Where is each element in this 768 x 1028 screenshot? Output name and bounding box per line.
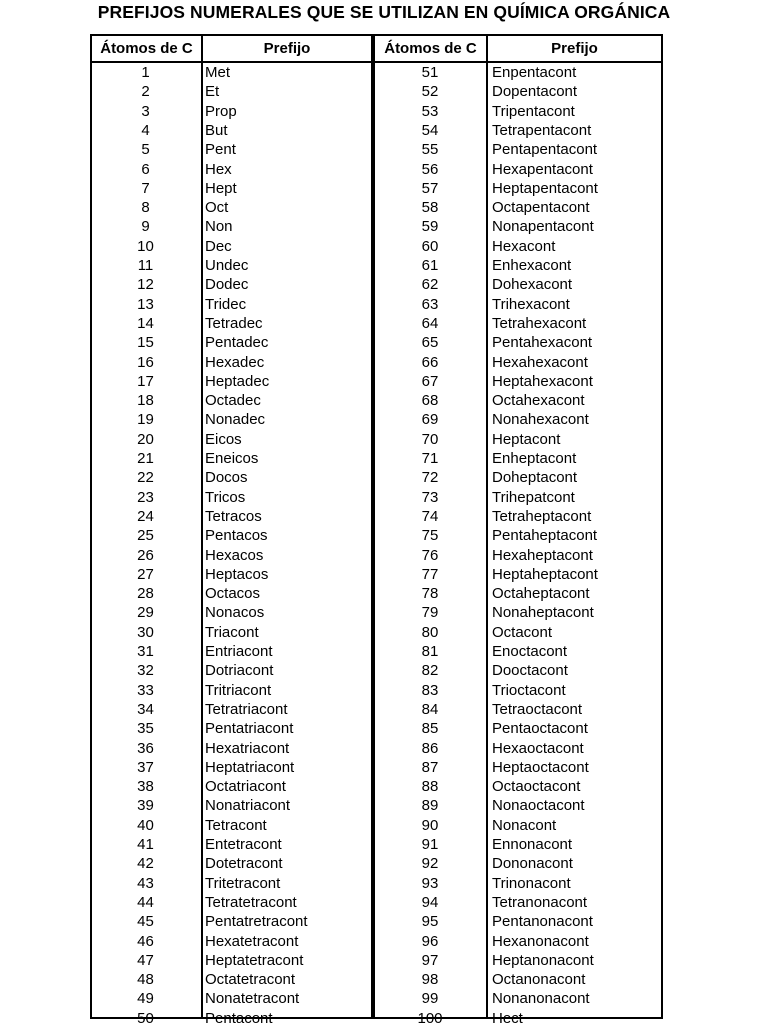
atom-count-left: 25 xyxy=(137,527,154,545)
table-row xyxy=(92,989,661,1008)
prefix-right: Pentaoctacont xyxy=(492,720,588,738)
table-row xyxy=(92,816,661,835)
atom-count-right: 92 xyxy=(421,855,439,873)
atom-count-left: 16 xyxy=(137,353,154,371)
prefix-left: Tetratriacont xyxy=(205,700,288,718)
atom-count-right: 61 xyxy=(421,257,439,274)
atom-count-left: 50 xyxy=(137,1009,154,1027)
prefix-right: Octaoctacont xyxy=(492,778,581,796)
table-row xyxy=(92,82,661,101)
table-row xyxy=(92,333,661,352)
atom-count-right: 99 xyxy=(421,990,439,1008)
atom-count-left: 33 xyxy=(137,681,154,699)
prefix-right: Tetrahexacont xyxy=(492,314,587,332)
atom-count-right: 90 xyxy=(421,816,439,834)
table-row xyxy=(92,758,661,777)
prefix-left: Nonatetracont xyxy=(205,990,300,1008)
prefix-left: Dotetracont xyxy=(205,855,283,873)
atom-count-left: 7 xyxy=(141,179,150,197)
atom-count-left: 41 xyxy=(137,836,154,853)
prefix-right: Enhexacont xyxy=(492,257,572,274)
prefix-right: Nonacont xyxy=(492,816,557,834)
header-atoms-left: Átomos de C xyxy=(100,40,193,57)
atom-count-right: 67 xyxy=(421,372,439,390)
header-atoms-right: Átomos de C xyxy=(384,40,477,57)
prefix-right: Ennonacont xyxy=(492,836,573,853)
atom-count-right: 71 xyxy=(421,450,439,467)
atom-count-right: 89 xyxy=(421,797,439,815)
atom-count-right: 75 xyxy=(421,527,439,545)
table-row xyxy=(92,796,661,815)
prefix-right: Tetranonacont xyxy=(492,893,588,911)
prefix-right: Trihepatcont xyxy=(492,488,575,506)
table-row xyxy=(92,217,661,236)
atom-count-left: 24 xyxy=(137,507,154,525)
table-row xyxy=(92,353,661,372)
prefix-left: Nonacos xyxy=(205,604,265,622)
table-row xyxy=(92,893,661,912)
table-row xyxy=(92,603,661,622)
prefix-left: Dec xyxy=(205,237,232,255)
table-row xyxy=(92,295,661,314)
atom-count-left: 1 xyxy=(141,64,150,81)
table-row xyxy=(92,160,661,179)
table-row xyxy=(92,719,661,738)
table-row xyxy=(92,430,661,449)
atom-count-left: 21 xyxy=(137,450,154,467)
prefix-left: Tetracont xyxy=(205,816,267,834)
prefix-left: Octatriacont xyxy=(205,778,286,796)
prefix-right: Heptanonacont xyxy=(492,951,594,969)
prefix-left: Oct xyxy=(205,199,229,217)
atom-count-left: 37 xyxy=(137,758,154,776)
table-row xyxy=(92,237,661,256)
prefix-right: Hexacont xyxy=(492,237,556,255)
table-row xyxy=(92,565,661,584)
prefix-right: Hect xyxy=(492,1009,523,1027)
table-row xyxy=(92,488,661,507)
prefix-left: Hexacos xyxy=(205,546,264,564)
atom-count-left: 4 xyxy=(141,121,150,139)
atom-count-left: 46 xyxy=(137,932,154,950)
atom-count-left: 12 xyxy=(137,276,154,294)
atom-count-right: 80 xyxy=(421,623,439,641)
prefix-right: Heptacont xyxy=(492,430,561,448)
prefix-left: Undec xyxy=(205,257,249,274)
prefix-right: Octahexacont xyxy=(492,392,585,410)
prefix-right: Pentaheptacont xyxy=(492,527,598,545)
atom-count-left: 38 xyxy=(137,778,154,796)
table-row xyxy=(92,526,661,545)
table-row xyxy=(92,256,661,275)
atom-count-left: 49 xyxy=(137,990,154,1008)
atom-count-right: 93 xyxy=(421,874,439,892)
table-row xyxy=(92,1009,661,1028)
prefix-table xyxy=(90,34,663,1027)
prefix-right: Enheptacont xyxy=(492,450,577,467)
atom-count-right: 53 xyxy=(421,102,439,120)
prefix-left: Dodec xyxy=(205,276,249,294)
prefix-right: Hexaoctacont xyxy=(492,739,584,757)
prefix-left: Entetracont xyxy=(205,836,282,853)
prefix-right: Nonaheptacont xyxy=(492,604,594,622)
prefix-left: But xyxy=(205,121,228,139)
prefix-right: Hexahexacont xyxy=(492,353,588,371)
atom-count-right: 88 xyxy=(421,778,439,796)
atom-count-right: 64 xyxy=(421,314,439,332)
prefix-right: Tetraheptacont xyxy=(492,507,592,525)
prefix-left: Tritriacont xyxy=(205,681,272,699)
prefix-left: Non xyxy=(205,218,233,236)
prefix-left: Hex xyxy=(205,160,232,178)
table-row xyxy=(92,507,661,526)
atom-count-left: 20 xyxy=(137,430,154,448)
table-row xyxy=(92,179,661,198)
atom-count-right: 63 xyxy=(421,295,439,313)
atom-count-left: 32 xyxy=(137,662,154,680)
atom-count-left: 2 xyxy=(141,83,150,101)
atom-count-right: 84 xyxy=(421,700,439,718)
prefix-right: Octanonacont xyxy=(492,971,586,989)
table-row xyxy=(92,970,661,989)
prefix-left: Triacont xyxy=(205,623,259,641)
atom-count-left: 13 xyxy=(137,295,154,313)
atom-count-left: 40 xyxy=(137,816,154,834)
atom-count-right: 83 xyxy=(421,681,439,699)
table-row xyxy=(92,372,661,391)
prefix-left: Et xyxy=(205,83,220,101)
atom-count-left: 27 xyxy=(137,565,154,583)
atom-count-left: 19 xyxy=(137,411,154,429)
atom-count-right: 70 xyxy=(421,430,439,448)
page-title: PREFIJOS NUMERALES QUE SE UTILIZAN EN QUÍMICA ORGÁNICA xyxy=(97,2,671,22)
atom-count-right: 79 xyxy=(421,604,439,622)
prefix-left: Pentatretracont xyxy=(205,913,308,931)
atom-count-right: 96 xyxy=(421,932,439,950)
prefix-left: Tetratetracont xyxy=(205,893,297,911)
prefix-left: Eicos xyxy=(205,430,242,448)
atom-count-right: 81 xyxy=(421,643,439,660)
atom-count-right: 68 xyxy=(421,392,439,410)
prefix-right: Heptaoctacont xyxy=(492,758,589,776)
atom-count-right: 51 xyxy=(421,64,439,81)
atom-count-left: 39 xyxy=(137,797,154,815)
prefix-left: Tricos xyxy=(205,488,246,506)
table-row xyxy=(92,584,661,603)
prefix-right: Hexanonacont xyxy=(492,932,589,950)
prefix-left: Eneicos xyxy=(205,450,259,467)
table-row xyxy=(92,951,661,970)
atom-count-left: 18 xyxy=(137,392,154,410)
atom-count-left: 44 xyxy=(137,893,154,911)
atom-count-right: 56 xyxy=(421,160,439,178)
prefix-left: Prop xyxy=(205,102,237,120)
prefix-right: Trihexacont xyxy=(492,295,570,313)
prefix-right: Dohexacont xyxy=(492,276,573,294)
atom-count-right: 100 xyxy=(417,1009,443,1027)
prefix-left: Hexadec xyxy=(205,353,265,371)
prefix-left: Octadec xyxy=(205,392,261,410)
prefix-right: Tetrapentacont xyxy=(492,121,592,139)
prefix-left: Pentacos xyxy=(205,527,268,545)
table-row xyxy=(92,681,661,700)
table-row xyxy=(92,912,661,931)
atom-count-left: 42 xyxy=(137,855,154,873)
atom-count-right: 73 xyxy=(421,488,439,506)
atom-count-right: 86 xyxy=(421,739,439,757)
prefix-left: Tetracos xyxy=(205,507,262,525)
atom-count-right: 98 xyxy=(421,971,439,989)
atom-count-right: 82 xyxy=(421,662,439,680)
prefix-right: Enoctacont xyxy=(492,643,568,660)
prefix-right: Trinonacont xyxy=(492,874,571,892)
atom-count-left: 10 xyxy=(137,237,154,255)
prefix-left: Hexatriacont xyxy=(205,739,290,757)
prefix-right: Heptaheptacont xyxy=(492,565,598,583)
atom-count-right: 77 xyxy=(421,565,439,583)
prefix-right: Tetraoctacont xyxy=(492,700,583,718)
table-row xyxy=(92,835,661,854)
prefix-left: Hexatetracont xyxy=(205,932,299,950)
table-row xyxy=(92,63,661,82)
atom-count-right: 72 xyxy=(421,469,439,487)
prefix-left: Tritetracont xyxy=(205,874,281,892)
prefix-right: Heptapentacont xyxy=(492,179,598,197)
atom-count-left: 15 xyxy=(137,334,154,352)
prefix-right: Dononacont xyxy=(492,855,573,873)
atom-count-right: 62 xyxy=(421,276,439,294)
prefix-right: Octacont xyxy=(492,623,553,641)
atom-count-left: 22 xyxy=(137,469,154,487)
prefix-left: Pentatriacont xyxy=(205,720,294,738)
table-row xyxy=(92,739,661,758)
prefix-right: Doheptacont xyxy=(492,469,578,487)
header-prefix-right: Prefijo xyxy=(551,40,598,57)
prefix-left: Heptadec xyxy=(205,372,270,390)
prefix-left: Heptatetracont xyxy=(205,951,304,969)
atom-count-left: 9 xyxy=(141,218,150,236)
prefix-left: Entriacont xyxy=(205,643,273,660)
atom-count-right: 60 xyxy=(421,237,439,255)
atom-count-right: 54 xyxy=(421,121,439,139)
table-row xyxy=(92,140,661,159)
prefix-left: Heptacos xyxy=(205,565,269,583)
atom-count-left: 48 xyxy=(137,971,154,989)
atom-count-left: 5 xyxy=(141,141,150,159)
atom-count-right: 94 xyxy=(421,893,439,911)
atom-count-right: 55 xyxy=(421,141,439,159)
atom-count-left: 35 xyxy=(137,720,154,738)
table-row xyxy=(92,449,661,468)
atom-count-left: 14 xyxy=(137,314,154,332)
prefix-right: Hexaheptacont xyxy=(492,546,593,564)
table-row xyxy=(92,546,661,565)
table-row xyxy=(92,777,661,796)
atom-count-right: 58 xyxy=(421,199,439,217)
prefix-right: Dooctacont xyxy=(492,662,568,680)
atom-count-left: 6 xyxy=(141,160,150,178)
atom-count-right: 91 xyxy=(421,836,439,853)
table-row xyxy=(92,661,661,680)
table-row xyxy=(92,102,661,121)
header-prefix-left: Prefijo xyxy=(263,40,311,57)
prefix-left: Pentadec xyxy=(205,334,269,352)
atom-count-left: 36 xyxy=(137,739,154,757)
atom-count-right: 95 xyxy=(421,913,439,931)
atom-count-right: 52 xyxy=(421,83,439,101)
prefix-right: Nonahexacont xyxy=(492,411,589,429)
atom-count-left: 31 xyxy=(137,643,154,660)
table-row xyxy=(92,198,661,217)
prefix-left: Met xyxy=(205,64,231,81)
table-row xyxy=(92,932,661,951)
table-row xyxy=(92,314,661,333)
atom-count-left: 3 xyxy=(141,102,150,120)
atom-count-left: 17 xyxy=(137,372,154,390)
prefix-right: Pentahexacont xyxy=(492,334,593,352)
atom-count-left: 23 xyxy=(137,488,154,506)
prefix-right: Tripentacont xyxy=(492,102,575,120)
table-row xyxy=(92,391,661,410)
atom-count-left: 26 xyxy=(137,546,154,564)
atom-count-right: 59 xyxy=(421,218,439,236)
prefix-right: Octaheptacont xyxy=(492,585,590,603)
prefix-right: Heptahexacont xyxy=(492,372,593,390)
prefix-left: Hept xyxy=(205,179,237,197)
prefix-right: Enpentacont xyxy=(492,64,577,81)
prefix-left: Octacos xyxy=(205,585,261,603)
table-row xyxy=(92,642,661,661)
prefix-left: Tetradec xyxy=(205,314,263,332)
atom-count-left: 34 xyxy=(137,700,154,718)
prefix-right: Trioctacont xyxy=(492,681,566,699)
prefix-right: Dopentacont xyxy=(492,83,578,101)
atom-count-left: 8 xyxy=(141,199,150,217)
atom-count-right: 69 xyxy=(421,411,439,429)
atom-count-right: 97 xyxy=(421,951,439,969)
table-row xyxy=(92,468,661,487)
prefix-left: Pentacont xyxy=(205,1009,273,1027)
atom-count-right: 78 xyxy=(421,585,439,603)
prefix-left: Pent xyxy=(205,141,236,159)
atom-count-right: 66 xyxy=(421,353,439,371)
atom-count-left: 43 xyxy=(137,874,154,892)
table-row xyxy=(92,700,661,719)
table-row xyxy=(92,854,661,873)
prefix-right: Hexapentacont xyxy=(492,160,593,178)
table-row xyxy=(92,410,661,429)
prefix-left: Docos xyxy=(205,469,248,487)
atom-count-left: 47 xyxy=(137,951,154,969)
prefix-left: Nonadec xyxy=(205,411,266,429)
atom-count-right: 57 xyxy=(421,179,439,197)
prefix-right: Nonapentacont xyxy=(492,218,594,236)
prefix-right: Nonaoctacont xyxy=(492,797,585,815)
atom-count-right: 85 xyxy=(421,720,439,738)
prefix-right: Pentanonacont xyxy=(492,913,593,931)
atom-count-right: 87 xyxy=(421,758,439,776)
prefix-right: Nonanonacont xyxy=(492,990,590,1008)
prefix-left: Dotriacont xyxy=(205,662,274,680)
prefix-left: Heptatriacont xyxy=(205,758,295,776)
prefix-left: Nonatriacont xyxy=(205,797,291,815)
prefix-left: Tridec xyxy=(205,295,247,313)
atom-count-left: 29 xyxy=(137,604,154,622)
table-row xyxy=(92,275,661,294)
atom-count-right: 65 xyxy=(421,334,439,352)
prefix-left: Octatetracont xyxy=(205,971,296,989)
table-row xyxy=(92,121,661,140)
atom-count-left: 28 xyxy=(137,585,154,603)
atom-count-right: 74 xyxy=(421,507,439,525)
atom-count-left: 30 xyxy=(137,623,154,641)
table-row xyxy=(92,874,661,893)
table-row xyxy=(92,623,661,642)
prefix-right: Pentapentacont xyxy=(492,141,598,159)
prefix-right: Octapentacont xyxy=(492,199,590,217)
atom-count-left: 45 xyxy=(137,913,154,931)
atom-count-left: 11 xyxy=(137,257,154,274)
atom-count-right: 76 xyxy=(421,546,439,564)
